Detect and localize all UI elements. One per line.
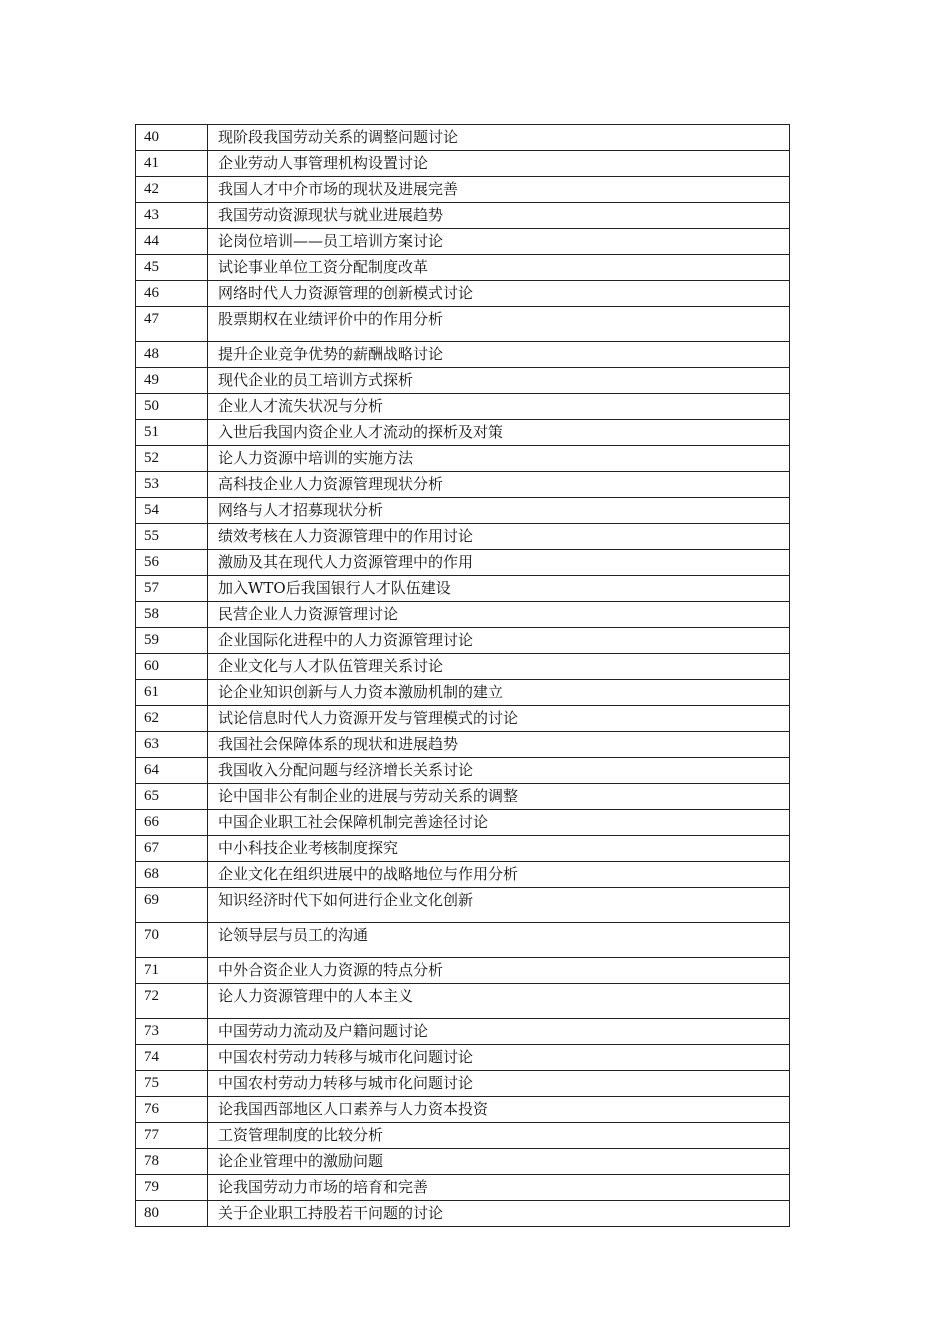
table-row <box>136 281 790 307</box>
row-title: 企业劳动人事管理机构设置讨论 <box>208 151 790 177</box>
table-row <box>136 1045 790 1071</box>
row-number: 67 <box>136 836 208 862</box>
table-row <box>136 177 790 203</box>
table-row <box>136 446 790 472</box>
table-row <box>136 732 790 758</box>
row-title: 论企业管理中的激励问题 <box>208 1149 790 1175</box>
topic-rows <box>136 125 790 1227</box>
row-title: 试论事业单位工资分配制度改革 <box>208 255 790 281</box>
row-number: 46 <box>136 281 208 307</box>
row-number: 74 <box>136 1045 208 1071</box>
row-number: 71 <box>136 958 208 984</box>
row-title: 试论信息时代人力资源开发与管理模式的讨论 <box>208 706 790 732</box>
row-title: 激励及其在现代人力资源管理中的作用 <box>208 550 790 576</box>
table-row <box>136 151 790 177</box>
table-row <box>136 1149 790 1175</box>
row-title: 加入WTO后我国银行人才队伍建设 <box>208 576 790 602</box>
table-row <box>136 229 790 255</box>
row-number: 76 <box>136 1097 208 1123</box>
table-row <box>136 680 790 706</box>
row-number: 65 <box>136 784 208 810</box>
row-title: 中国农村劳动力转移与城市化问题讨论 <box>208 1071 790 1097</box>
row-number: 79 <box>136 1175 208 1201</box>
row-title: 我国劳动资源现状与就业进展趋势 <box>208 203 790 229</box>
table-row <box>136 125 790 151</box>
row-number: 55 <box>136 524 208 550</box>
row-number: 47 <box>136 307 208 342</box>
table-row <box>136 810 790 836</box>
table-row <box>136 472 790 498</box>
row-title: 论人力资源中培训的实施方法 <box>208 446 790 472</box>
row-number: 68 <box>136 862 208 888</box>
row-number: 63 <box>136 732 208 758</box>
row-number: 54 <box>136 498 208 524</box>
row-number: 75 <box>136 1071 208 1097</box>
table-row <box>136 203 790 229</box>
row-number: 58 <box>136 602 208 628</box>
table-row <box>136 255 790 281</box>
table-row <box>136 498 790 524</box>
table-row <box>136 836 790 862</box>
table-row <box>136 342 790 368</box>
row-title: 论中国非公有制企业的进展与劳动关系的调整 <box>208 784 790 810</box>
row-title: 论领导层与员工的沟通 <box>208 923 790 958</box>
row-number: 43 <box>136 203 208 229</box>
table-row <box>136 524 790 550</box>
table-row <box>136 368 790 394</box>
row-title: 工资管理制度的比较分析 <box>208 1123 790 1149</box>
row-title: 中国农村劳动力转移与城市化问题讨论 <box>208 1045 790 1071</box>
row-title: 绩效考核在人力资源管理中的作用讨论 <box>208 524 790 550</box>
row-title: 企业人才流失状况与分析 <box>208 394 790 420</box>
row-number: 49 <box>136 368 208 394</box>
table-row <box>136 628 790 654</box>
row-title: 论人力资源管理中的人本主义 <box>208 984 790 1019</box>
table-row <box>136 576 790 602</box>
row-title: 我国人才中介市场的现状及进展完善 <box>208 177 790 203</box>
row-number: 64 <box>136 758 208 784</box>
row-title: 中国企业职工社会保障机制完善途径讨论 <box>208 810 790 836</box>
table-row <box>136 1071 790 1097</box>
row-number: 69 <box>136 888 208 923</box>
table-row <box>136 550 790 576</box>
row-title: 我国社会保障体系的现状和进展趋势 <box>208 732 790 758</box>
row-number: 41 <box>136 151 208 177</box>
row-title: 网络时代人力资源管理的创新模式讨论 <box>208 281 790 307</box>
row-title: 企业文化与人才队伍管理关系讨论 <box>208 654 790 680</box>
row-title: 中小科技企业考核制度探究 <box>208 836 790 862</box>
table-row <box>136 394 790 420</box>
row-number: 44 <box>136 229 208 255</box>
row-number: 51 <box>136 420 208 446</box>
row-number: 77 <box>136 1123 208 1149</box>
row-number: 72 <box>136 984 208 1019</box>
row-number: 59 <box>136 628 208 654</box>
row-number: 42 <box>136 177 208 203</box>
row-title: 提升企业竞争优势的薪酬战略讨论 <box>208 342 790 368</box>
row-title: 现代企业的员工培训方式探析 <box>208 368 790 394</box>
row-number: 53 <box>136 472 208 498</box>
table-row <box>136 654 790 680</box>
row-number: 40 <box>136 125 208 151</box>
row-number: 70 <box>136 923 208 958</box>
row-title: 中国劳动力流动及户籍问题讨论 <box>208 1019 790 1045</box>
table-row <box>136 888 790 923</box>
row-title: 高科技企业人力资源管理现状分析 <box>208 472 790 498</box>
table-row <box>136 958 790 984</box>
table-row <box>136 1019 790 1045</box>
table-row <box>136 706 790 732</box>
row-title: 入世后我国内资企业人才流动的探析及对策 <box>208 420 790 446</box>
row-title: 我国收入分配问题与经济增长关系讨论 <box>208 758 790 784</box>
row-title: 论岗位培训——员工培训方案讨论 <box>208 229 790 255</box>
row-title: 论我国劳动力市场的培育和完善 <box>208 1175 790 1201</box>
row-number: 48 <box>136 342 208 368</box>
table-row <box>136 784 790 810</box>
row-number: 78 <box>136 1149 208 1175</box>
table-row <box>136 307 790 342</box>
row-title: 知识经济时代下如何进行企业文化创新 <box>208 888 790 923</box>
row-number: 57 <box>136 576 208 602</box>
row-number: 62 <box>136 706 208 732</box>
row-title: 论我国西部地区人口素养与人力资本投资 <box>208 1097 790 1123</box>
row-title: 论企业知识创新与人力资本激励机制的建立 <box>208 680 790 706</box>
table-row <box>136 1097 790 1123</box>
row-title: 企业国际化进程中的人力资源管理讨论 <box>208 628 790 654</box>
table-row <box>136 923 790 958</box>
row-number: 80 <box>136 1201 208 1227</box>
row-title: 股票期权在业绩评价中的作用分析 <box>208 307 790 342</box>
row-number: 66 <box>136 810 208 836</box>
table-row <box>136 862 790 888</box>
table-row <box>136 420 790 446</box>
table-row <box>136 758 790 784</box>
row-number: 56 <box>136 550 208 576</box>
row-title: 网络与人才招募现状分析 <box>208 498 790 524</box>
table-row <box>136 1201 790 1227</box>
row-title: 民营企业人力资源管理讨论 <box>208 602 790 628</box>
row-title: 现阶段我国劳动关系的调整问题讨论 <box>208 125 790 151</box>
table-row <box>136 602 790 628</box>
row-title: 关于企业职工持股若干问题的讨论 <box>208 1201 790 1227</box>
row-number: 45 <box>136 255 208 281</box>
table-row <box>136 1175 790 1201</box>
row-number: 60 <box>136 654 208 680</box>
topic-table <box>135 124 790 1227</box>
table-row <box>136 1123 790 1149</box>
row-number: 61 <box>136 680 208 706</box>
table-row <box>136 984 790 1019</box>
row-title: 中外合资企业人力资源的特点分析 <box>208 958 790 984</box>
row-title: 企业文化在组织进展中的战略地位与作用分析 <box>208 862 790 888</box>
row-number: 50 <box>136 394 208 420</box>
row-number: 73 <box>136 1019 208 1045</box>
row-number: 52 <box>136 446 208 472</box>
